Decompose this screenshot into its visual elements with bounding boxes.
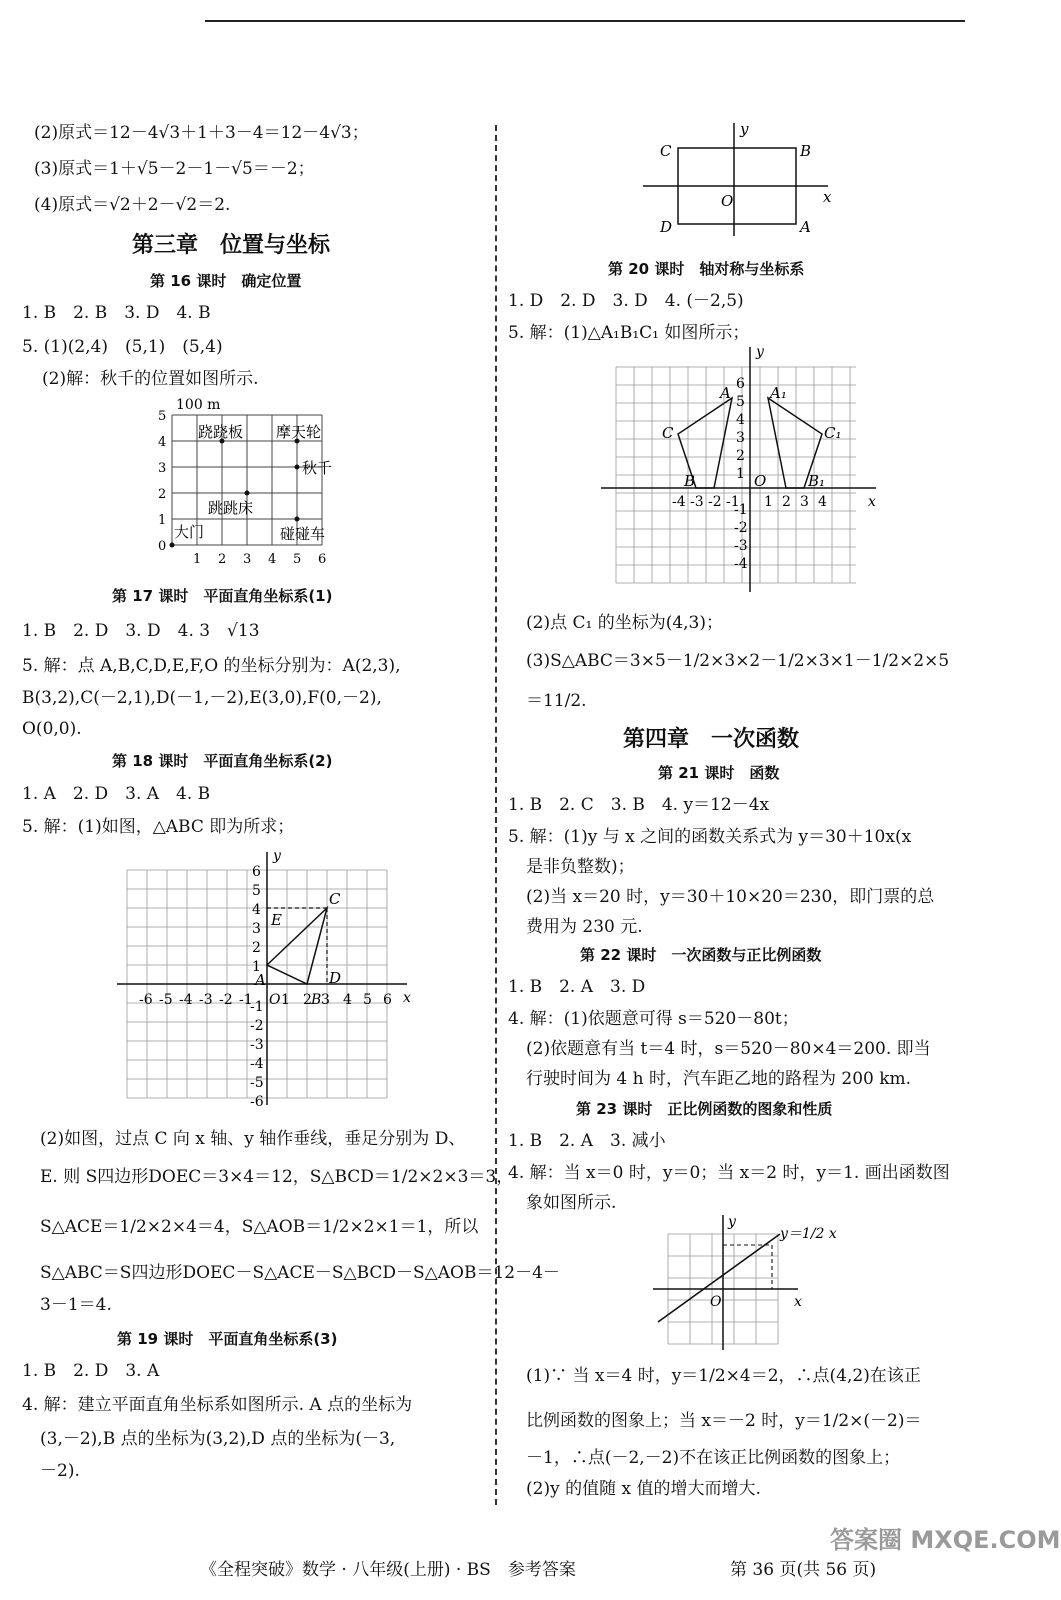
answer-line: (3)S△ABC＝3×5－1/2×3×2－1/2×3×1－1/2×2×5 (526, 651, 950, 671)
tick-label: 6 (736, 376, 745, 392)
tick-label: 1 (158, 513, 167, 528)
answer-line: 1. B 2. A 3. D (508, 977, 646, 997)
tick-label: 0 (158, 539, 167, 554)
watermark-stamp: 答案圈 MXQE.COM (830, 1526, 1061, 1554)
answer-line: B(3,2),C(－2,1),D(－1,－2),E(3,0),F(0,－2), (22, 688, 382, 708)
point-label: C (660, 142, 672, 160)
answer-line: 1. B 2. A 3. 减小 (508, 1131, 666, 1151)
place-label: 跷跷板 (198, 423, 244, 441)
point-label: A (800, 218, 811, 236)
answer-line: 5. (1)(2,4) (5,1) (5,4) (22, 337, 223, 357)
tick-label: 2 (736, 448, 745, 464)
point-label: B (800, 142, 812, 160)
axis-label: y (273, 848, 281, 864)
point-label: D (329, 969, 342, 987)
tick-label: 5 (363, 992, 372, 1008)
point-marker (295, 465, 300, 470)
answer-line: 1. D 2. D 3. D 4. (－2,5) (508, 291, 744, 311)
place-label: 碰碰车 (280, 525, 326, 543)
answer-line: (2)点 C₁ 的坐标为(4,3)； (526, 613, 724, 633)
point-label: O (754, 472, 767, 490)
answer-line: 4. 解：(1)依题意可得 s＝520－80t； (508, 1009, 799, 1029)
tick-label: 2 (252, 940, 261, 956)
point-label: C₁ (824, 424, 842, 442)
answer-line: (2)原式＝12－4√3＋1＋3－4＝12－4√3； (34, 123, 369, 143)
tick-label: 1 (736, 466, 745, 482)
lesson18-grid-figure (117, 840, 417, 1120)
lesson18-title: 第 18 课时 平面直角坐标系(2) (112, 752, 333, 770)
answer-line: (2)解：秋千的位置如图所示. (42, 369, 259, 389)
chapter4-title: 第四章 一次函数 (623, 727, 800, 752)
point-label: D (660, 218, 673, 236)
tick-label: -4 (672, 494, 686, 510)
tick-label: -3 (690, 494, 704, 510)
point-marker (170, 543, 175, 548)
axis-label: y (756, 344, 764, 360)
axis-label: x (794, 1294, 802, 1310)
axis-label: y (740, 120, 749, 138)
place-label: 大门 (174, 523, 205, 541)
answer-line: 费用为 230 元. (526, 917, 643, 937)
tick-label: -6 (139, 992, 153, 1008)
point-label: A (255, 971, 266, 989)
answer-line: 比例函数的图象上；当 x＝－2 时，y＝1/2×(－2)＝ (526, 1411, 922, 1431)
tick-label: 6 (383, 992, 392, 1008)
answer-line: (2)如图，过点 C 向 x 轴、y 轴作垂线，垂足分别为 D、 (40, 1129, 466, 1149)
answer-line: 3－1＝4. (40, 1295, 112, 1315)
tick-label: 4 (343, 992, 352, 1008)
tick-label: 4 (252, 902, 261, 918)
tick-label: 5 (736, 394, 745, 410)
tick-label: 5 (293, 552, 302, 567)
tick-label: 1 (764, 494, 773, 510)
tick-label: -3 (250, 1037, 264, 1053)
answer-line: －2). (40, 1461, 80, 1481)
lesson23-title: 第 23 课时 正比例函数的图象和性质 (576, 1100, 833, 1118)
tick-label: 2 (782, 494, 791, 510)
tick-label: -3 (199, 992, 213, 1008)
tick-label: -1 (239, 992, 253, 1008)
lesson19-rectangle-figure (638, 118, 848, 243)
lesson17-title: 第 17 课时 平面直角坐标系(1) (112, 587, 333, 605)
tick-label: O (269, 992, 281, 1008)
answer-line: 4. 解：建立平面直角坐标系如图所示. A 点的坐标为 (22, 1395, 413, 1415)
answer-line: E. 则 S四边形DOEC＝3×4＝12，S△BCD＝1/2×2×3＝3， (40, 1167, 514, 1187)
lesson23-graph-figure (648, 1212, 858, 1352)
tick-label: 4 (158, 435, 167, 450)
tick-label: 4 (736, 412, 745, 428)
tick-label: 3 (252, 921, 261, 937)
tick-label: 1 (252, 959, 261, 975)
top-rule (205, 20, 965, 22)
tick-label: -6 (250, 1094, 264, 1110)
point-label: C (329, 890, 341, 908)
guide-line (723, 1245, 772, 1289)
tick-label: 6 (252, 864, 261, 880)
tick-label: -4 (250, 1056, 264, 1072)
axis-label: y (728, 1214, 736, 1230)
axis-label: x (823, 188, 832, 206)
lesson21-title: 第 21 课时 函数 (658, 764, 780, 782)
tick-label: 3 (321, 992, 330, 1008)
answer-line: 4. 解：当 x＝0 时，y＝0；当 x＝2 时，y＝1. 画出函数图 (508, 1163, 950, 1183)
answer-line: (4)原式＝√2＋2－√2＝2. (34, 195, 231, 215)
answer-line: 5. 解：(1)△A₁B₁C₁ 如图所示； (508, 323, 750, 343)
answer-line: 1. B 2. D 3. A (22, 1361, 160, 1381)
tick-label: 1 (281, 992, 290, 1008)
tick-label: 6 (318, 552, 327, 567)
point-marker (295, 517, 300, 522)
footer-book-title: 《全程突破》数学 · 八年级(上册) · BS 参考答案 (200, 1560, 576, 1580)
answer-line: 5. 解：(1)如图，△ABC 即为所求； (22, 817, 295, 837)
answer-line: 1. B 2. C 3. B 4. y＝12－4x (508, 795, 770, 815)
tick-label: -5 (159, 992, 173, 1008)
point-label: A (720, 384, 731, 402)
answer-line: 1. A 2. D 3. A 4. B (22, 784, 211, 804)
answer-line: 1. B 2. D 3. D 4. 3 √13 (22, 621, 260, 641)
tick-label: 3 (158, 461, 167, 476)
tick-label: 3 (800, 494, 809, 510)
answer-line: 是非负整数)； (526, 857, 635, 877)
place-label: 秋千 (302, 459, 333, 477)
tick-label: 2 (218, 552, 227, 567)
axis-label: x (403, 990, 411, 1006)
answer-line: 1. B 2. B 3. D 4. B (22, 303, 211, 323)
tick-label: -3 (734, 538, 748, 554)
answer-line: 行驶时间为 4 h 时，汽车距乙地的路程为 200 km. (526, 1069, 912, 1089)
tick-label: -5 (250, 1075, 264, 1091)
tick-label: 4 (268, 552, 277, 567)
answer-line: 象如图所示. (526, 1193, 617, 1213)
tick-label: 2 (303, 992, 312, 1008)
tick-label: 5 (252, 883, 261, 899)
tick-label: B (311, 992, 322, 1008)
point-label: O (710, 1294, 722, 1310)
answer-line: S△ABC＝S四边形DOEC－S△ACE－S△BCD－S△AOB＝12－4－ (40, 1263, 560, 1283)
answer-line: S△ACE＝1/2×2×4＝4，S△AOB＝1/2×2×1＝1，所以 (40, 1217, 479, 1237)
point-label: E (271, 911, 282, 929)
tick-label: 5 (158, 409, 167, 424)
point-label: O (721, 192, 734, 210)
unit-label: 100 m (176, 397, 221, 413)
point-marker (245, 491, 250, 496)
answer-line: (3,－2),B 点的坐标为(3,2),D 点的坐标为(－3, (40, 1429, 396, 1449)
answer-line: (2)y 的值随 x 值的增大而增大. (526, 1479, 761, 1499)
lesson22-title: 第 22 课时 一次函数与正比例函数 (580, 946, 822, 964)
point-label: C (662, 424, 674, 442)
answer-line: (2)当 x＝20 时，y＝30＋10×20＝230，即门票的总 (526, 887, 935, 907)
point-label: A₁ (770, 384, 787, 402)
tick-label: 3 (243, 552, 252, 567)
footer-page-number: 第 36 页(共 56 页) (730, 1560, 877, 1580)
tick-label: 4 (818, 494, 827, 510)
tick-label: -2 (708, 494, 722, 510)
answer-line: 5. 解：点 A,B,C,D,E,F,O 的坐标分别为：A(2,3), (22, 656, 401, 676)
lesson19-title: 第 19 课时 平面直角坐标系(3) (117, 1330, 338, 1348)
lesson20-title: 第 20 课时 轴对称与坐标系 (608, 260, 805, 278)
lesson20-grid-figure (596, 342, 886, 612)
tick-label: -2 (219, 992, 233, 1008)
answer-line: ＝11/2. (526, 691, 587, 711)
tick-label: -2 (250, 1018, 264, 1034)
tick-label: -4 (734, 556, 748, 572)
point-label: B₁ (808, 472, 826, 490)
tick-label: -1 (734, 502, 748, 518)
tick-label: -1 (250, 999, 264, 1015)
answer-line: －1，∴点(－2,－2)不在该正比例函数的图象上； (526, 1448, 901, 1468)
answer-line: (2)依题意有当 t＝4 时，s＝520－80×4＝200. 即当 (526, 1039, 931, 1059)
tick-label: -2 (734, 520, 748, 536)
tick-label: -1 (726, 494, 740, 510)
place-label: 跳跳床 (208, 499, 254, 517)
answer-line: (3)原式＝1＋√5－2－1－√5＝－2； (34, 159, 315, 179)
answer-line: (1)∵ 当 x＝4 时，y＝1/2×4＝2，∴点(4,2)在该正 (526, 1366, 921, 1386)
tick-label: -4 (179, 992, 193, 1008)
answer-line: O(0,0). (22, 719, 82, 739)
lesson16-title: 第 16 课时 确定位置 (150, 272, 302, 290)
place-label: 摩天轮 (276, 423, 322, 441)
tick-label: 1 (193, 552, 202, 567)
point-label: B (684, 472, 696, 490)
lesson16-grid-figure (152, 395, 352, 570)
answer-line: 5. 解：(1)y 与 x 之间的函数关系式为 y＝30＋10x(x (508, 827, 912, 847)
tick-label: 2 (158, 487, 167, 502)
axis-label: x (868, 494, 876, 510)
tick-label: 3 (736, 430, 745, 446)
function-label: y＝1/2 x (780, 1226, 837, 1242)
column-divider (495, 125, 497, 1505)
chapter3-title: 第三章 位置与坐标 (132, 233, 331, 258)
